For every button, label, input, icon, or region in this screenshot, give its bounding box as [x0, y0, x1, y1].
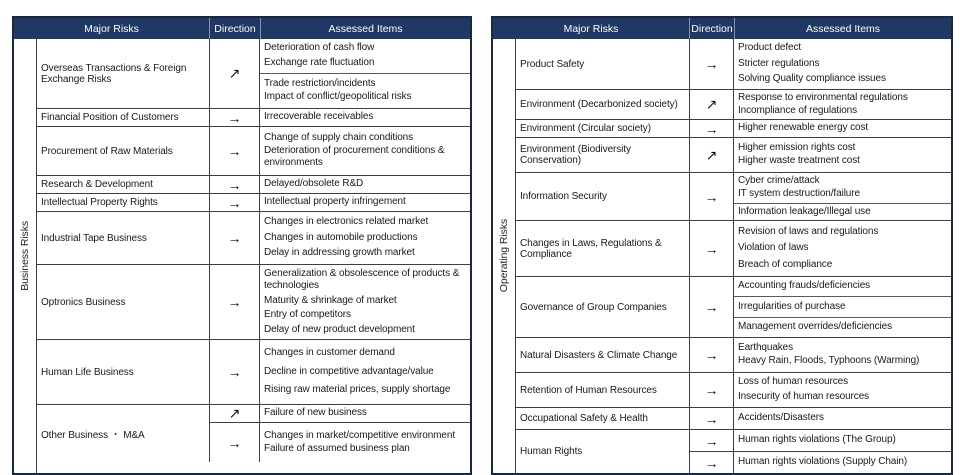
column-header-major-risks: Major Risks: [493, 18, 690, 39]
assessed-item: Intellectual property infringement: [264, 196, 406, 208]
assessed-group: [260, 405, 470, 422]
assessed-item: Response to environmental regulations: [738, 91, 908, 103]
direction-arrow: ↗: [210, 405, 260, 422]
assessed-item: Entry of competitors: [264, 309, 351, 321]
direction-arrow: →: [210, 127, 260, 175]
assessed-item: Higher renewable energy cost: [738, 122, 869, 134]
assessed-group: [260, 39, 470, 73]
table-body: [14, 39, 470, 473]
column-header-assessed-items: Assessed Items: [328, 22, 403, 35]
risk-name: Human Life Business: [37, 340, 210, 404]
risk-name: Product Safety: [516, 39, 690, 89]
risk-row: [516, 429, 951, 473]
direction-arrow: →: [690, 39, 734, 89]
risk-name: Intellectual Property Rights: [37, 194, 210, 211]
assessed-item: Management overrides/deficiencies: [738, 320, 893, 332]
assessed-item: Decline in competitive advantage/value: [264, 365, 434, 377]
assessed-item: Violation of laws: [738, 242, 809, 254]
assessed-group: [734, 408, 951, 429]
direction-arrow: →: [210, 194, 260, 211]
assessed-group: [260, 423, 470, 462]
risk-row: [516, 137, 951, 172]
assessed-item: Delayed/obsolete R&D: [264, 178, 364, 190]
risk-name: Changes in Laws, Regulations & Compliance: [516, 221, 690, 276]
column-header-direction: Direction: [210, 18, 261, 39]
risk-row: [516, 119, 951, 137]
direction-arrow: →: [690, 338, 734, 372]
assessed-item: Irregularities of purchase: [738, 300, 846, 312]
risk-name: Research & Development: [37, 176, 210, 193]
operating-risks-table: [491, 16, 953, 475]
assessed-item: Human rights violations (The Group): [738, 434, 896, 446]
risk-row: [37, 175, 470, 193]
risk-name: Environment (Circular society): [516, 120, 690, 137]
assessed-item: Accounting frauds/deficiencies: [738, 280, 871, 292]
assessed-item: Changes in electronics related market: [264, 215, 429, 227]
assessed-item: Changes in customer demand: [264, 346, 395, 358]
assessed-item: Changes in market/competitive environment: [264, 429, 455, 441]
business-risks-table: [12, 16, 472, 475]
table-header: [14, 18, 470, 39]
assessed-item: Accidents/Disasters: [738, 412, 824, 424]
assessed-group: [734, 39, 951, 89]
assessed-group: [734, 203, 951, 220]
direction-arrow: →: [690, 221, 734, 276]
assessed-group: [734, 138, 951, 172]
risk-row: [516, 276, 951, 337]
column-header-direction: Direction: [690, 18, 735, 39]
direction-arrow: →: [210, 176, 260, 193]
risk-row: [37, 108, 470, 126]
risk-name: Procurement of Raw Materials: [37, 127, 210, 175]
assessed-group: [260, 176, 470, 193]
direction-arrow: →: [210, 340, 260, 404]
assessed-item: Trade restriction/incidents: [264, 78, 376, 90]
direction-arrow: →: [690, 408, 734, 429]
risk-row: [516, 89, 951, 119]
assessed-item: Impact of conflict/geopolitical risks: [264, 91, 412, 102]
assessed-item: Failure of assumed business plan: [264, 442, 410, 454]
risk-name: Industrial Tape Business: [37, 212, 210, 264]
assessed-group: [734, 90, 951, 119]
risk-row: [516, 337, 951, 372]
risk-row: [37, 39, 470, 108]
assessed-item: Heavy Rain, Floods, Typhoons (Warming): [738, 355, 920, 366]
risk-name: Environment (Decarbonized society): [516, 90, 690, 119]
direction-arrow: →: [690, 277, 734, 337]
risk-name: Optronics Business: [37, 265, 210, 339]
assessed-item: Higher waste treatment cost: [738, 155, 860, 166]
assessed-item: Solving Quality compliance issues: [738, 72, 886, 84]
assessed-item: Change of supply chain conditions: [264, 131, 414, 143]
direction-arrow: ↗: [210, 39, 260, 108]
table-header: [493, 18, 951, 39]
risk-name: Financial Position of Customers: [37, 109, 210, 126]
assessed-item: Exchange rate fluctuation: [264, 57, 375, 69]
assessed-item: Stricter regulations: [738, 57, 820, 69]
direction-arrow: →: [210, 265, 260, 339]
assessed-group: [734, 317, 951, 337]
table-body: [493, 39, 951, 473]
direction-arrow: →: [690, 373, 734, 407]
assessed-item: Human rights violations (Supply Chain): [738, 456, 908, 468]
assessed-item: Delay of new product development: [264, 323, 415, 335]
assessed-item: Product defect: [738, 42, 802, 54]
rows: [37, 39, 470, 473]
assessed-item: Insecurity of human resources: [738, 391, 870, 403]
column-header-assessed-items: Assessed Items: [805, 22, 881, 35]
risk-name: Environment (Biodiversity Conservation): [516, 138, 690, 172]
direction-arrow: ↗: [690, 138, 734, 172]
assessed-group: [734, 452, 951, 473]
assessed-item: Rising raw material prices, supply shortage: [264, 384, 451, 396]
assessed-group: [734, 173, 951, 203]
risk-name: Retention of Human Resources: [516, 373, 690, 407]
assessed-item: Information leakage/Illegal use: [738, 205, 871, 217]
assessed-group: [734, 296, 951, 316]
risk-name: Human Rights: [516, 430, 690, 473]
assessed-group: [734, 430, 951, 451]
assessed-item: Deterioration of cash flow: [264, 42, 375, 54]
assessed-group: [260, 194, 470, 211]
assessed-item: Delay in addressing growth market: [264, 247, 415, 259]
assessed-item: Higher emission rights cost: [738, 142, 856, 154]
assessed-item: Deterioration of procurement conditions & environments: [264, 144, 445, 169]
direction-arrow: →: [210, 109, 260, 126]
assessed-item: Breach of compliance: [738, 258, 833, 270]
risk-row: [37, 264, 470, 339]
assessed-group: [260, 340, 470, 404]
category-column: [493, 39, 516, 473]
assessed-item: Generalization & obsolescence of products & technologies: [264, 267, 460, 292]
direction-arrow: →: [690, 452, 734, 473]
assessed-item: IT system destruction/failure: [738, 188, 860, 200]
assessed-item: Maturity & shrinkage of market: [264, 294, 397, 306]
assessed-group: [260, 265, 470, 339]
assessed-group: [734, 373, 951, 407]
direction-arrow: →: [690, 173, 734, 220]
assessed-item: Earthquakes: [738, 342, 794, 354]
assessed-item: Irrecoverable receivables: [264, 111, 374, 123]
assessed-group: [734, 277, 951, 296]
risk-row: [37, 211, 470, 264]
assessed-item: Cyber crime/attack: [738, 174, 820, 186]
rows: [516, 39, 951, 473]
risk-row: [516, 407, 951, 429]
assessed-group: [260, 212, 470, 264]
assessed-item: Changes in automobile productions: [264, 231, 418, 243]
direction-arrow: ↗: [690, 90, 734, 119]
assessed-group: [734, 120, 951, 137]
category-column: [14, 39, 37, 473]
risk-row: [37, 404, 470, 462]
assessed-item: Failure of new business: [264, 407, 367, 419]
risk-row: [516, 220, 951, 276]
risk-row: [516, 39, 951, 89]
risk-row: [516, 172, 951, 220]
direction-arrow: →: [210, 423, 260, 462]
risk-name: Overseas Transactions & Foreign Exchange Risks: [37, 39, 210, 108]
assessed-item: Incompliance of regulations: [738, 104, 858, 116]
risk-name: Information Security: [516, 173, 690, 220]
direction-arrow: →: [210, 212, 260, 264]
risk-row: [516, 372, 951, 407]
assessed-group: [260, 73, 470, 108]
category-label: Operating Risks: [498, 219, 510, 293]
assessed-group: [734, 221, 951, 276]
risk-row: [37, 126, 470, 175]
assessed-item: Revision of laws and regulations: [738, 225, 879, 237]
assessed-item: Loss of human resources: [738, 376, 848, 388]
column-header-major-risks: Major Risks: [14, 18, 210, 39]
category-label: Business Risks: [19, 221, 31, 291]
risk-name: Occupational Safety & Health: [516, 408, 690, 429]
direction-arrow: →: [690, 430, 734, 451]
risk-row: [37, 193, 470, 211]
risk-name: Other Business ・ M&A: [37, 405, 210, 462]
assessed-group: [734, 338, 951, 372]
assessed-group: [260, 109, 470, 126]
risk-name: Natural Disasters & Climate Change: [516, 338, 690, 372]
risk-row: [37, 339, 470, 404]
assessed-group: [260, 127, 470, 175]
direction-arrow: →: [690, 120, 734, 137]
risk-name: Governance of Group Companies: [516, 277, 690, 337]
